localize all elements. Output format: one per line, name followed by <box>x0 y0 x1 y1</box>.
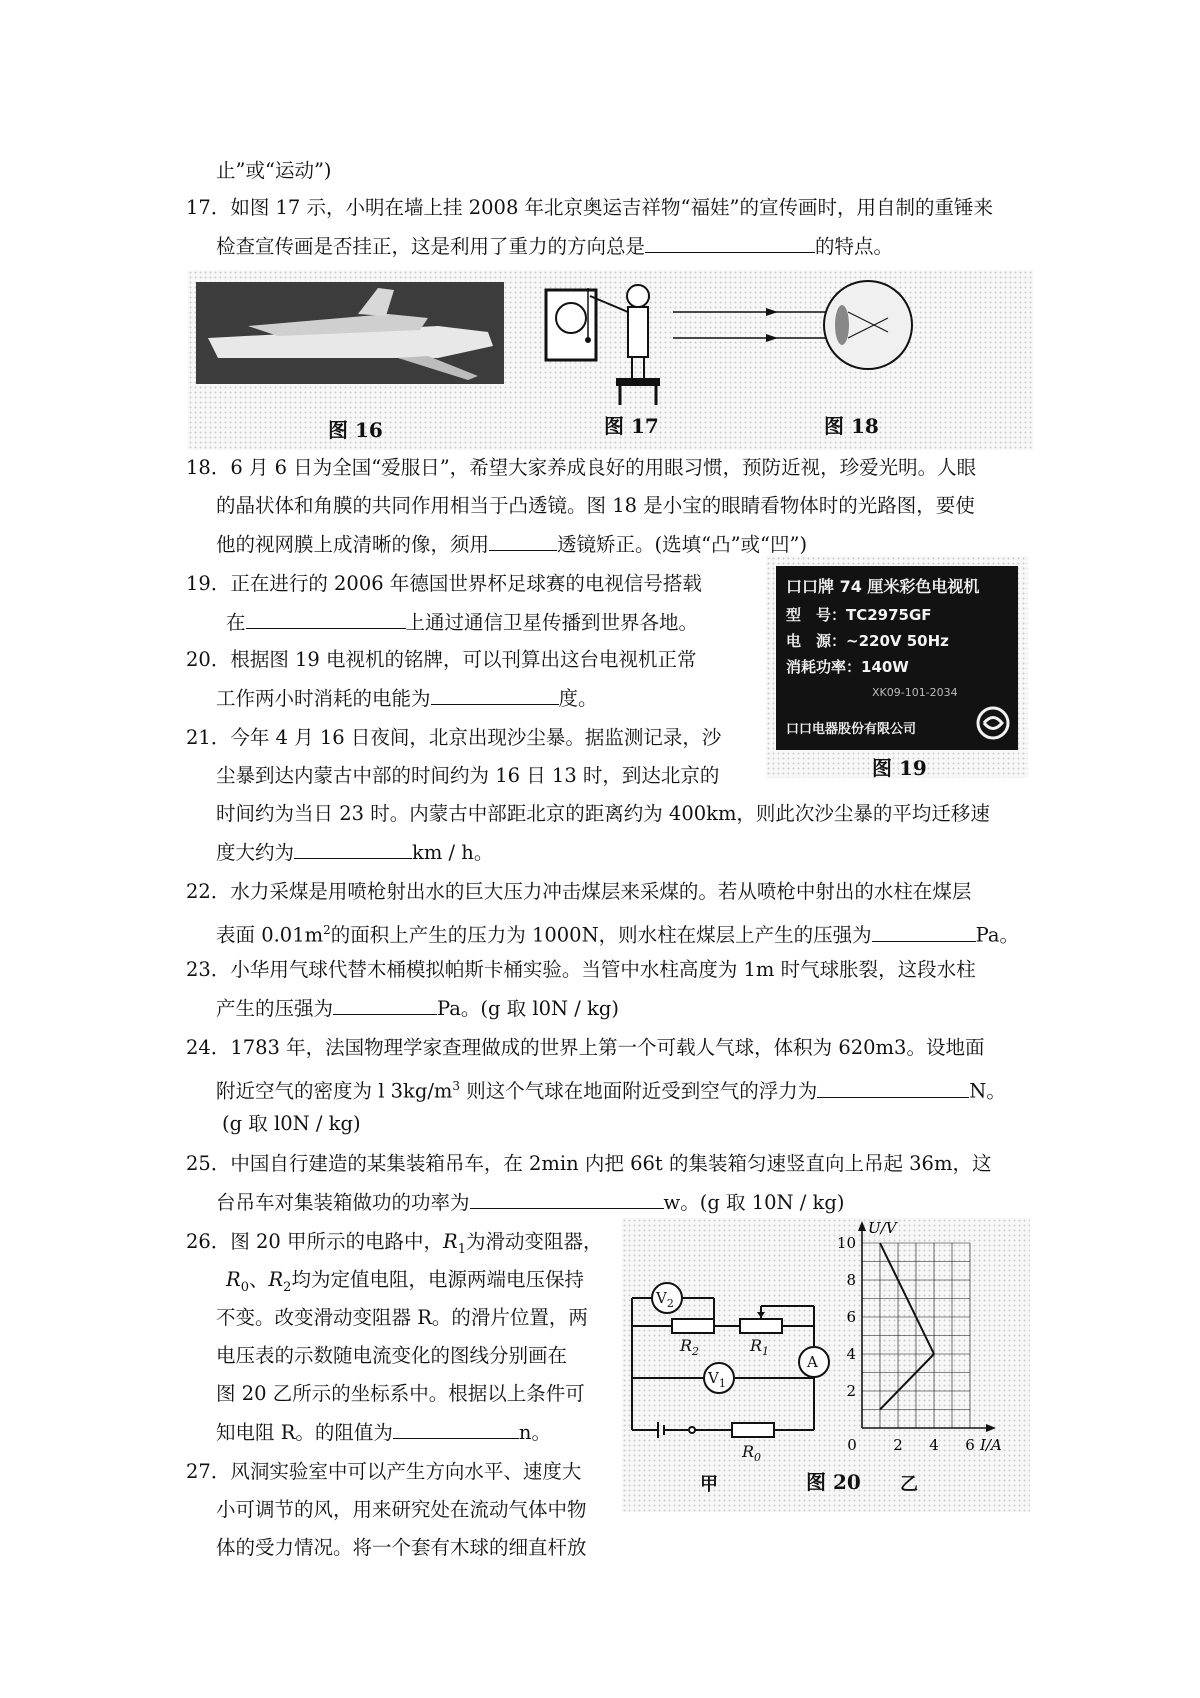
q25-line2: 台吊车对集装箱做功的功率为 w。(g 取 10N / kg) <box>216 1188 844 1217</box>
tv-maker: 口口电器股份有限公司 <box>786 722 917 737</box>
yi-caption: 乙 <box>900 1474 918 1495</box>
q18-line3: 他的视网膜上成清晰的像，须用 透镜矫正。(选填“凸”或“凹”) <box>216 530 807 559</box>
q25-blank <box>470 1188 664 1209</box>
y-tick-label: 4 <box>846 1345 856 1363</box>
q19-line1: 19．正在进行的 2006 年德国世界杯足球赛的电视信号搭载 <box>186 572 702 595</box>
q27-line1: 27．风洞实验室中可以产生方向水平、速度大 <box>186 1460 582 1483</box>
q20-line1: 20．根据图 19 电视机的铭牌，可以刊算出这台电视机正常 <box>186 648 697 671</box>
q17-line1: 17．如图 17 示，小明在墙上挂 2008 年北京奥运吉祥物“福娃”的宣传画时，用自制的重锤来 <box>186 196 993 219</box>
label-r1: $R_1$ <box>750 1336 770 1359</box>
q22-line2: 表面 $0.01m^2$的面积上产生的压力为 1000N，则水柱在煤层上产生的压强为 Pa。 <box>216 916 1019 950</box>
stool <box>616 378 660 386</box>
q24-line2: 附近空气的密度为 l $3kg/m^3$ 则这个气球在地面附近受到空气的浮力为 N。 <box>216 1072 1006 1106</box>
q20-blank <box>431 684 559 705</box>
label-ammeter: A <box>807 1353 818 1371</box>
y-axis-label: U/V <box>868 1219 897 1237</box>
q26-line2: $R_0$、$R_2$均为定值电阻，电源两端电压保持 <box>226 1268 584 1295</box>
q21-line1: 21．今年 4 月 16 日夜间，北京出现沙尘暴。据监测记录，沙 <box>186 726 722 749</box>
y-tick-label: 10 <box>836 1234 856 1252</box>
circuit-diagram <box>622 1218 838 1458</box>
tv-title: 口口牌 74 厘米彩色电视机 <box>786 577 980 596</box>
q26-line6: 知电阻 R。的阻值为 n。 <box>216 1418 551 1447</box>
q19-blank <box>246 608 406 629</box>
y-axis-arrow <box>858 1221 866 1231</box>
lens-icon <box>835 305 849 345</box>
q21-blank <box>294 838 412 859</box>
x-tick-label: 4 <box>929 1436 939 1454</box>
y-tick-label: 6 <box>846 1308 856 1326</box>
boy-head <box>627 285 649 307</box>
q22-line1: 22．水力采煤是用喷枪射出水的巨大压力冲击煤层来采煤的。若从喷枪中射出的水柱在煤层 <box>186 880 972 903</box>
x-tick-label: 2 <box>893 1436 903 1454</box>
switch-icon <box>689 1427 695 1433</box>
resistor-r2 <box>672 1319 714 1333</box>
q21-line3: 时间约为当日 23 时。内蒙古中部距北京的距离约为 400km，则此次沙尘暴的平均迁移速 <box>216 802 990 825</box>
maker-logo-icon <box>976 706 1010 740</box>
resistor-r1 <box>740 1319 782 1333</box>
x-tick-label: 0 <box>847 1436 857 1454</box>
q23-line2: 产生的压强为 Pa。(g 取 l0N / kg) <box>216 994 619 1023</box>
q26-line3: 不变。改变滑动变阻器 R。的滑片位置，两 <box>216 1306 588 1329</box>
q21-line4: 度大约为 km / h。 <box>216 838 493 867</box>
q17-line2: 检查宣传画是否挂正，这是利用了重力的方向总是 的特点。 <box>216 232 893 261</box>
x-axis-label: I/A <box>980 1436 1002 1454</box>
q24-line1: 24．1783 年，法国物理学家查理做成的世界上第一个可载人气球，体积为 620m3。设地面 <box>186 1036 985 1059</box>
q27-line3: 体的受力情况。将一个套有木球的细直杆放 <box>216 1536 587 1559</box>
tv-license: XK09-101-2034 <box>872 686 958 699</box>
series-line-2 <box>880 1354 934 1410</box>
resistor-r0 <box>732 1423 774 1437</box>
fig20-caption: 图 20 <box>806 1470 861 1494</box>
y-tick-label: 8 <box>846 1271 856 1289</box>
q21-line2: 尘暴到达内蒙古中部的时间约为 16 日 13 时，到达北京的 <box>216 764 720 787</box>
label-r2: $R_2$ <box>680 1336 700 1359</box>
q16-tail: 止”或“运动”) <box>216 159 332 182</box>
fig18-caption: 图 18 <box>824 414 879 438</box>
tv-power: 消耗功率：140W <box>786 658 909 676</box>
q17-blank <box>645 232 815 253</box>
q24-line3: (g 取 l0N / kg) <box>222 1112 361 1135</box>
fig19-caption: 图 19 <box>872 756 927 780</box>
q20-line2: 工作两小时消耗的电能为 度。 <box>216 684 598 713</box>
fig20-frame <box>622 1218 1030 1512</box>
q18-line1: 18．6 月 6 日为全国“爱服日”，希望大家养成良好的用眼习惯，预防近视，珍爱光明。人眼 <box>186 456 977 479</box>
q26-line1: 26．图 20 甲所示的电路中，$R_1$为滑动变阻器， <box>186 1230 603 1257</box>
q18-blank <box>489 530 557 551</box>
q26-line4: 电压表的示数随电流变化的图线分别画在 <box>216 1344 568 1367</box>
tv-power-source: 电 源：~220V 50Hz <box>786 632 949 650</box>
jia-caption: 甲 <box>700 1474 718 1495</box>
q23-blank <box>333 994 437 1015</box>
y-tick-label: 2 <box>846 1382 856 1400</box>
label-r0: $R_0$ <box>742 1442 762 1465</box>
q18-line2: 的晶状体和角膜的共同作用相当于凸透镜。图 18 是小宝的眼睛看物体时的光路图，要使 <box>216 494 975 517</box>
q24-blank <box>817 1077 969 1098</box>
x-axis-arrow <box>986 1424 996 1432</box>
q27-line2: 小可调节的风，用来研究处在流动气体中物 <box>216 1498 587 1521</box>
tv-nameplate <box>776 566 1018 750</box>
label-v2: $V_2$ <box>656 1289 674 1310</box>
q26-blank <box>393 1418 519 1439</box>
figure-strip <box>188 270 1033 450</box>
q22-blank <box>872 921 976 942</box>
q25-line1: 25．中国自行建造的某集装箱吊车，在 2min 内把 66t 的集装箱匀速竖直向上吊起 36m，这 <box>186 1152 992 1175</box>
ui-graph <box>832 1218 1030 1468</box>
q23-line1: 23．小华用气球代替木桶模拟帕斯卡桶实验。当管中水柱高度为 1m 时气球胀裂，这段水柱 <box>186 958 976 981</box>
fig16-caption: 图 16 <box>328 418 383 442</box>
x-tick-label: 6 <box>965 1436 975 1454</box>
label-v1: $V_1$ <box>708 1369 726 1390</box>
tv-model: 型 号：TC2975GF <box>786 606 932 624</box>
q19-line2: 在 上通过通信卫星传播到世界各地。 <box>226 608 698 637</box>
fig17-caption: 图 17 <box>604 414 659 438</box>
q26-line5: 图 20 乙所示的坐标系中。根据以上条件可 <box>216 1382 585 1405</box>
